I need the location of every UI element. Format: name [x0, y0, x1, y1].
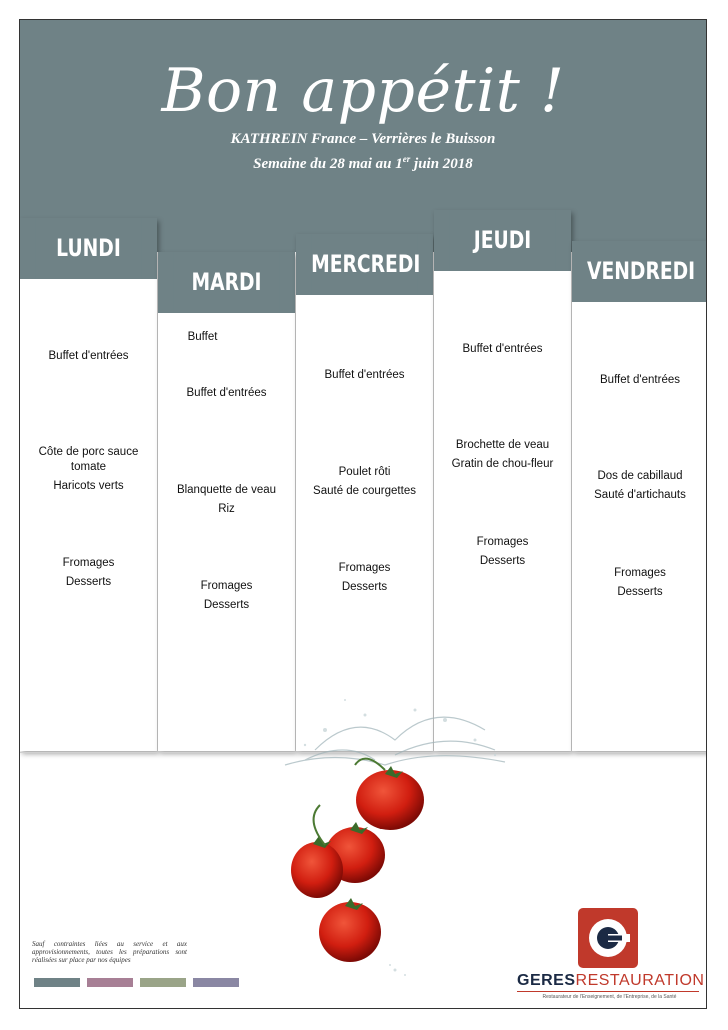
week-suffix: juin 2018 [410, 156, 473, 172]
cheese: Fromages [614, 567, 666, 579]
starter: Buffet d'entrées [186, 387, 267, 399]
company-line: KATHREIN France – Verrières le Buisson [230, 131, 496, 147]
side-dish: Riz [218, 503, 235, 515]
week-sup: er [402, 154, 411, 164]
extra: Buffet [187, 331, 218, 343]
day-header: JEUDI [449, 210, 556, 271]
main-dish: Brochette de veau [455, 439, 550, 451]
week-prefix: Semaine du 28 mai au 1 [253, 156, 403, 172]
week-line [20, 154, 706, 173]
side-dish: Haricots verts [53, 480, 124, 492]
starter: Buffet d'entrées [324, 369, 405, 381]
menu-page [19, 19, 707, 1009]
logo-bold: GERES [517, 972, 576, 989]
geres-logo-icon [578, 908, 638, 968]
cheese: Fromages [200, 580, 253, 592]
geres-logo-text [517, 972, 705, 990]
main-dish: Poulet rôti [338, 466, 391, 478]
dessert: Desserts [341, 581, 388, 593]
main-dish: Dos de cabillaud [597, 470, 683, 482]
cheese: Fromages [476, 536, 529, 548]
color-swatch-2 [87, 978, 133, 987]
dessert: Desserts [479, 555, 526, 567]
main-dish-cont: tomate [70, 461, 107, 473]
disclaimer-text: Sauf contraintes liées au service et aux approvisionnements, toutes les préparations sont réalisées sur place par nos équipes [32, 940, 187, 964]
logo-light: RESTAURATION [575, 972, 705, 989]
logo-tagline: Restaurateur de l'Enseignement, de l'Entreprise, de la Santé [542, 994, 677, 1000]
color-swatch-1 [34, 978, 80, 987]
side-dish: Sauté d'artichauts [594, 489, 686, 501]
starter: Buffet d'entrées [48, 350, 129, 362]
dessert: Desserts [65, 576, 112, 588]
starter: Buffet d'entrées [600, 374, 680, 386]
tomato-splash-image [245, 670, 525, 990]
day-header: MERCREDI [311, 234, 418, 295]
page-title: Bon appétit ! [161, 56, 565, 126]
logo-underline [517, 991, 699, 992]
starter: Buffet d'entrées [462, 343, 543, 355]
day-column-lundi [20, 218, 157, 751]
day-header: VENDREDI [587, 241, 693, 302]
cheese: Fromages [62, 557, 115, 569]
cheese: Fromages [338, 562, 391, 574]
day-header: MARDI [173, 252, 280, 313]
dessert: Desserts [203, 599, 250, 611]
main-dish: Côte de porc sauce [38, 446, 139, 458]
main-dish: Blanquette de veau [176, 484, 277, 496]
day-column-vendredi [572, 241, 707, 751]
day-header: LUNDI [35, 218, 142, 279]
side-dish: Gratin de chou-fleur [451, 458, 554, 470]
dessert: Desserts [617, 586, 663, 598]
color-swatch-3 [140, 978, 186, 987]
color-swatch-4 [193, 978, 239, 987]
side-dish: Sauté de courgettes [313, 485, 416, 497]
